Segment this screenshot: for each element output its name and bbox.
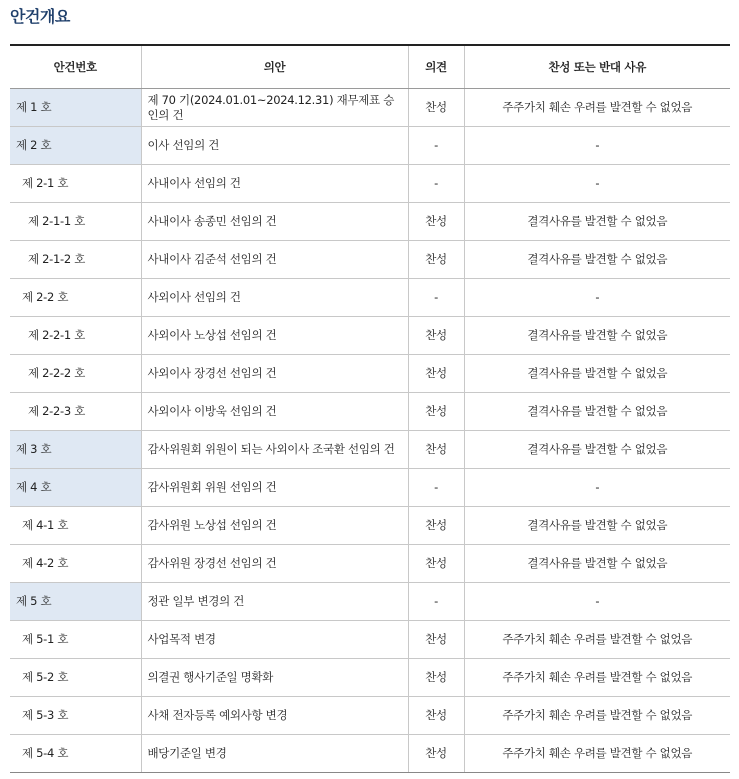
opinion-cell: -: [408, 279, 464, 317]
reason-cell: 결격사유를 발견할 수 없었음: [464, 203, 730, 241]
table-row: [10, 659, 730, 697]
agenda-item-cell: 사내이사 선임의 건: [141, 165, 408, 203]
agenda-item-cell: 배당기준일 변경: [141, 735, 408, 773]
agenda-number-cell: 제 2-2-2 호: [10, 355, 141, 393]
opinion-cell: 찬성: [408, 659, 464, 697]
agenda-number-cell: 제 4 호: [10, 469, 141, 507]
agenda-item-cell: 사내이사 송종민 선임의 건: [141, 203, 408, 241]
header-row: [10, 45, 730, 89]
table-row: [10, 621, 730, 659]
opinion-cell: 찬성: [408, 203, 464, 241]
opinion-cell: 찬성: [408, 317, 464, 355]
agenda-item-cell: 감사위원 장경선 선임의 건: [141, 545, 408, 583]
reason-cell: 결격사유를 발견할 수 없었음: [464, 545, 730, 583]
table-row: [10, 431, 730, 469]
agenda-number-cell: 제 2-2 호: [10, 279, 141, 317]
agenda-number-cell: 제 4-2 호: [10, 545, 141, 583]
reason-cell: -: [464, 583, 730, 621]
table-row: [10, 545, 730, 583]
agenda-table: [10, 44, 730, 773]
agenda-item-cell: 감사위원회 위원이 되는 사외이사 조국환 선임의 건: [141, 431, 408, 469]
agenda-number-cell: 제 2-2-1 호: [10, 317, 141, 355]
agenda-item-cell: 사외이사 선임의 건: [141, 279, 408, 317]
agenda-item-cell: 사내이사 김준석 선임의 건: [141, 241, 408, 279]
agenda-item-cell: 사업목적 변경: [141, 621, 408, 659]
opinion-cell: 찬성: [408, 355, 464, 393]
header-opinion: 의견: [408, 45, 464, 89]
agenda-item-cell: 사외이사 장경선 선임의 건: [141, 355, 408, 393]
opinion-cell: 찬성: [408, 431, 464, 469]
opinion-cell: 찬성: [408, 241, 464, 279]
agenda-number-cell: 제 2-1-1 호: [10, 203, 141, 241]
reason-cell: -: [464, 127, 730, 165]
reason-cell: 결격사유를 발견할 수 없었음: [464, 317, 730, 355]
agenda-number-cell: 제 5-1 호: [10, 621, 141, 659]
agenda-number-cell: 제 4-1 호: [10, 507, 141, 545]
agenda-number-cell: 제 2 호: [10, 127, 141, 165]
agenda-number-cell: 제 1 호: [10, 89, 141, 127]
reason-cell: 주주가치 훼손 우려를 발견할 수 없었음: [464, 89, 730, 127]
agenda-item-cell: 정관 일부 변경의 건: [141, 583, 408, 621]
reason-cell: 결격사유를 발견할 수 없었음: [464, 507, 730, 545]
reason-cell: 주주가치 훼손 우려를 발견할 수 없었음: [464, 621, 730, 659]
reason-cell: 주주가치 훼손 우려를 발견할 수 없었음: [464, 697, 730, 735]
agenda-item-cell: 감사위원 노상섭 선임의 건: [141, 507, 408, 545]
table-row: [10, 735, 730, 773]
agenda-number-cell: 제 5 호: [10, 583, 141, 621]
opinion-cell: 찬성: [408, 545, 464, 583]
table-row: [10, 241, 730, 279]
table-row: [10, 583, 730, 621]
agenda-item-cell: 의결권 행사기준일 명확화: [141, 659, 408, 697]
agenda-item-cell: 제 70 기(2024.01.01~2024.12.31) 재무제표 승인의 건: [141, 89, 408, 127]
agenda-number-cell: 제 2-1-2 호: [10, 241, 141, 279]
table-row: [10, 89, 730, 127]
reason-cell: 결격사유를 발견할 수 없었음: [464, 241, 730, 279]
opinion-cell: 찬성: [408, 697, 464, 735]
table-row: [10, 393, 730, 431]
agenda-number-cell: 제 5-3 호: [10, 697, 141, 735]
agenda-item-cell: 사채 전자등록 예외사항 변경: [141, 697, 408, 735]
agenda-number-cell: 제 2-1 호: [10, 165, 141, 203]
table-row: [10, 279, 730, 317]
header-agenda-item: 의안: [141, 45, 408, 89]
reason-cell: -: [464, 279, 730, 317]
agenda-number-cell: 제 5-4 호: [10, 735, 141, 773]
reason-cell: 결격사유를 발견할 수 없었음: [464, 355, 730, 393]
opinion-cell: 찬성: [408, 393, 464, 431]
table-row: [10, 507, 730, 545]
table-row: [10, 165, 730, 203]
opinion-cell: -: [408, 127, 464, 165]
opinion-cell: 찬성: [408, 89, 464, 127]
agenda-number-cell: 제 3 호: [10, 431, 141, 469]
agenda-item-cell: 사외이사 노상섭 선임의 건: [141, 317, 408, 355]
reason-cell: 주주가치 훼손 우려를 발견할 수 없었음: [464, 735, 730, 773]
opinion-cell: 찬성: [408, 507, 464, 545]
agenda-item-cell: 감사위원회 위원 선임의 건: [141, 469, 408, 507]
agenda-number-cell: 제 2-2-3 호: [10, 393, 141, 431]
agenda-number-cell: 제 5-2 호: [10, 659, 141, 697]
table-row: [10, 203, 730, 241]
opinion-cell: -: [408, 583, 464, 621]
reason-cell: 결격사유를 발견할 수 없었음: [464, 393, 730, 431]
table-row: [10, 697, 730, 735]
agenda-table-header: [10, 45, 730, 89]
table-row: [10, 469, 730, 507]
opinion-cell: -: [408, 469, 464, 507]
reason-cell: 주주가치 훼손 우려를 발견할 수 없었음: [464, 659, 730, 697]
agenda-table-body: [10, 89, 730, 773]
reason-cell: -: [464, 165, 730, 203]
opinion-cell: -: [408, 165, 464, 203]
header-agenda-number: 안건번호: [10, 45, 141, 89]
table-row: [10, 317, 730, 355]
opinion-cell: 찬성: [408, 621, 464, 659]
opinion-cell: 찬성: [408, 735, 464, 773]
section-title: 안건개요: [10, 7, 70, 26]
reason-cell: -: [464, 469, 730, 507]
agenda-item-cell: 사외이사 이방욱 선임의 건: [141, 393, 408, 431]
reason-cell: 결격사유를 발견할 수 없었음: [464, 431, 730, 469]
agenda-item-cell: 이사 선임의 건: [141, 127, 408, 165]
table-row: [10, 127, 730, 165]
table-row: [10, 355, 730, 393]
header-reason: 찬성 또는 반대 사유: [464, 45, 730, 89]
